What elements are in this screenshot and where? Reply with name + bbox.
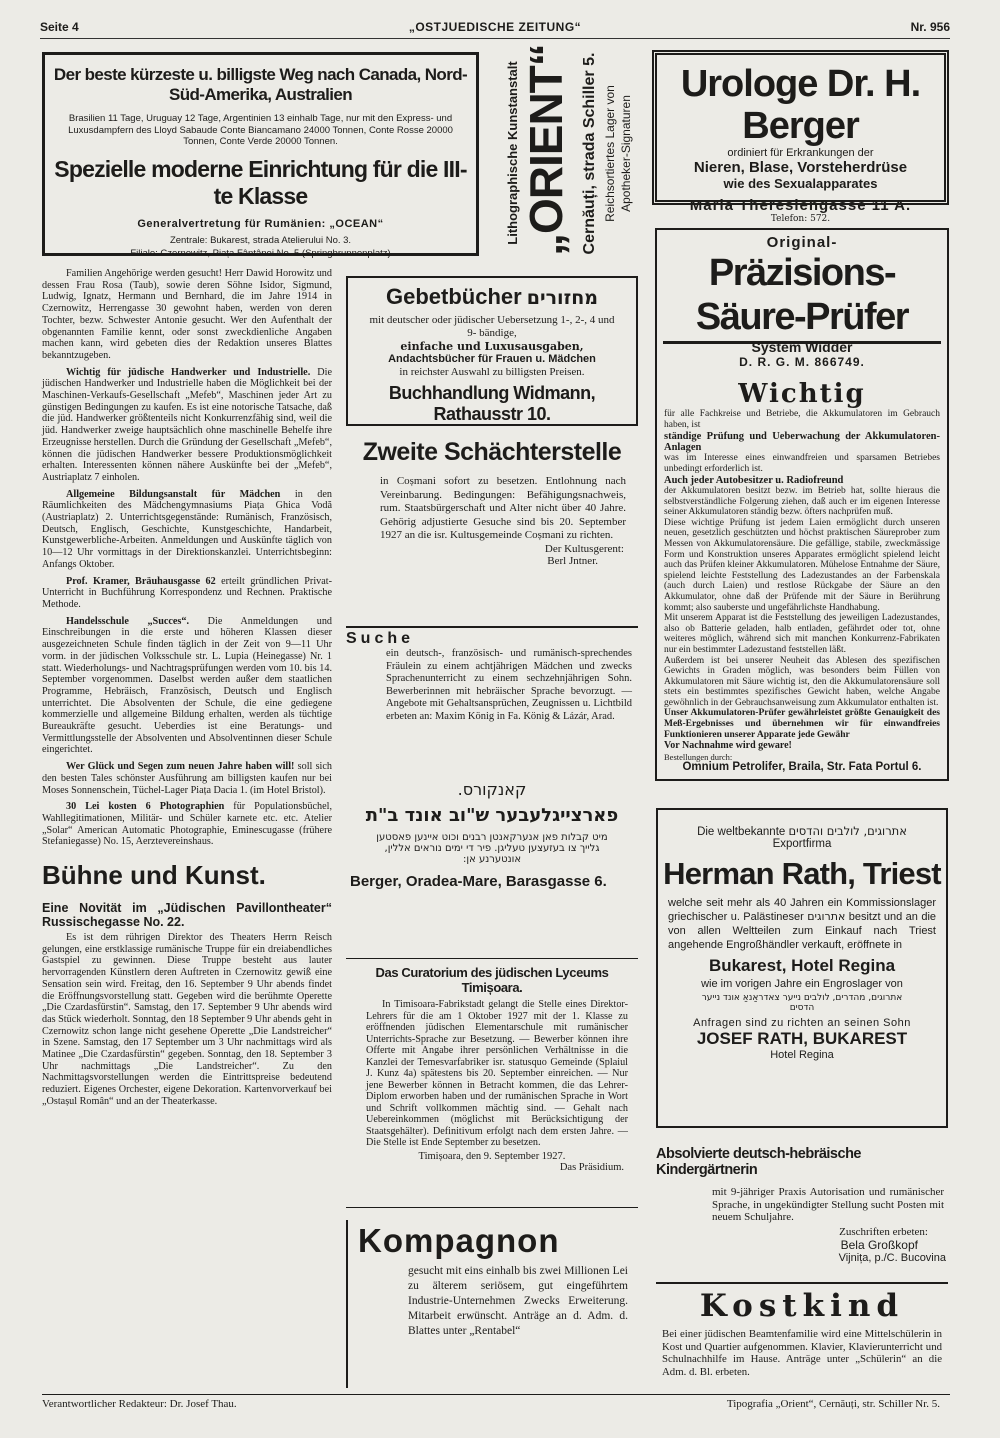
suche-body: ein deutsch-, französisch- und rumänisch-sprechendes Fräulein zu einem achtjährigen Mädchen und zwecks Sprachenunterricht zu einem sechzehnjährigen Sohn. Bewerberinnen mit hebräischer Sprache bevorzugt. — Angebote mit Gehaltsansprüchen, Zeugnissen u. Lichtbild erbeten an: Maxim König in Fa. König & Lázár, Arad. — [386, 648, 632, 722]
ad-ocean-shipping — [42, 52, 479, 259]
notice-photo: für Populationsbüchel, Wahllegitimationen, Militär- und Schüler karnete etc. etc. Atelier „Solar“ American Automatic Photographie, Eminescugasse (frühere Stefaniegasse) No. 15, Aerztevereinshaus. — [42, 801, 332, 848]
ad-gebetbuecher — [346, 276, 638, 426]
lyceum-place: Timișoara, den 9. September 1927. — [418, 1150, 566, 1162]
notice-kramer-head: Prof. Kramer, Bräuhausgasse 62 — [66, 575, 216, 587]
orient-line5: Apotheker-Signaturen — [619, 95, 633, 212]
notice-succes: Die Anmeldungen und Einschreibungen in die erste und höheren Klassen dieser ausgezeichneten Schule finden täglich in der Zeit von 9—11 Uhr vorm. in der jüdischen Volksschule str. L. Lupia (Heinegasse) Nr. 1 statt. Wiederholungs- und Nachtragsprüfungen werden vom 10. bis 14. September vorgenommen. Daselbst werden außer dem staatlichen Programme, Hebräisch, Französisch, Deutsch und Englisch unterrichtet. Die Absolventen der Schule, die eine gediegene kommerzielle und allgemeine Bildung erhalten, werden als tüchtige Bureaukräfte gesucht. Ueberdies ist eine Beratungs- und Vermittlungsstelle der Absolventen und Absolventinnen dieser Schule eingerichtet. — [42, 615, 333, 756]
berger-title: Urologe Dr. H. Berger — [680, 63, 921, 147]
kostkind-body: Bei einer jüdischen Beamtenfamilie wird eine Mittelschülerin in Kost und Quartier aufgenommen. Klavier, Klavierunterricht und Schulnachhilfe im Hause. Anträge unter „Schülerin“ an die Adm. d. Bl. erbeten. — [662, 1328, 942, 1378]
issue-number: Nr. 956 — [910, 20, 950, 34]
ocean-central: Zentrale: Bukarest, strada Atelierului No. 3. — [169, 234, 352, 246]
berger-l1: ordiniert für Erkrankungen der — [727, 147, 874, 159]
gebet-body1: mit deutscher oder jüdischer Uebersetzung 1-, 2-, 4 und 9- bändige, — [369, 314, 615, 339]
rath-heb3: הדסים — [789, 1003, 815, 1013]
saeure-bold2: Auch jeder Autobesitzer u. Radiofreund — [664, 475, 844, 486]
notice-familien: Familien Angehörige werden gesucht! Herr Dawid Horowitz und dessen Frau Rosa (Taub), sowie deren Söhne Isidor, Sigmund, Ludwig, Ignatz, Hermann und Bernhard, die im Jahre 1914 in Czernowitz, Herrengasse 30 gewohnt haben, werden von deren Tochter, bezw. Schwester Antonie gesucht. Wer den Aufenthalt der obgenannten Familie kennt, oder sonst zweckdienliche Angaben machen kann, wird gebeten dies der Redaktion unseres Blattes bekanntzugeben. — [42, 268, 332, 361]
ocean-branch: Filiale: Czernowitz, Piața Fântânei No. 5 (Springbrunnenplatz) — [130, 247, 391, 259]
ad-lyceum-timisoara — [346, 958, 638, 1208]
notice-handwerker-head: Wichtig für jüdische Handwerker und Industrielle. — [66, 366, 311, 378]
ocean-headline: Der beste kürzeste u. billigste Weg nach Canada, Nord-Süd-Amerika, Australien — [53, 65, 468, 104]
saeure-p2: der Akkumulatoren besitzt bezw. im Betrieb hat, sollte hieraus die selbstverständliche Folgerung ziehen, daß auch er im eigenen Interesse seiner Akkumulatoren ständig bezw. öfters nachprüfen muß. — [664, 486, 940, 518]
gebet-body4: in reichster Auswahl zu billigsten Preisen. — [399, 366, 585, 378]
schaechter-sig1: Der Kultusgerent: — [544, 542, 624, 555]
saeure-order: Bestellungen durch: — [664, 752, 733, 763]
ad-kindergaertnerin — [656, 1146, 948, 1276]
notice-glueck-head: Wer Glück und Segen zum neuen Jahre haben will! — [66, 761, 295, 773]
ocean-subhead: Spezielle moderne Einrichtung für die III-te Klasse — [54, 155, 467, 209]
gebet-body3: Andachtsbücher für Frauen u. Mädchen — [388, 353, 596, 365]
saeure-intro: für alle Fachkreise und Betriebe, die Akkumulatoren im Gebrauch haben, ist — [664, 409, 940, 430]
saeure-p5: Außerdem ist bei unserer Neuheit das Ablesen des spezifischen Gewichts in Graden möglich, was besonders beim Füllen von Akkumulatoren mit Säure wichtig ist, den die Akkumulatorensäure soll stets ein bestimmtes spezifisches Gewicht haben, welche Angabe gewöhnlich in der Gebrauchsanweisung zum Akkumulator enthalten ist. — [664, 655, 940, 708]
kinder-sig2: Bela Großkopf — [840, 1237, 918, 1252]
gebet-body2: einfache und Luxusausgaben, — [400, 340, 584, 353]
rath-body3: wie im vorigen Jahre ein Engroslager von — [701, 978, 903, 990]
left-column — [42, 268, 332, 1328]
oradea-heb2: פארצייגלעבער ש"וב אונד ב"ת — [365, 805, 619, 826]
notice-bildung-head: Allgemeine Bildungsanstalt für Mädchen — [66, 488, 281, 500]
ad-schaechterstelle — [346, 438, 638, 622]
saeure-system: System Widder — [751, 339, 853, 355]
berger-l2: Nieren, Blase, Vorsteherdrüse — [693, 159, 908, 176]
section-buehne: Bühne und Kunst. — [42, 860, 266, 891]
rath-city: Bukarest, Hotel Regina — [708, 956, 896, 975]
gebet-title: Gebetbücher — [386, 284, 522, 309]
berger-l5: Telefon: 572. — [770, 214, 831, 224]
ocean-agency: Generalvertretung für Rumänien: „OCEAN“ — [137, 217, 384, 230]
rath-req: Anfragen sind zu richten an seinen Sohn — [693, 1017, 911, 1029]
schaechter-title: Zweite Schächterstelle — [362, 438, 622, 466]
orient-line4: Reichsortiertes Lager von — [603, 85, 617, 222]
rath-l1-heb: אתרוגים, לולבים והדסים — [788, 824, 907, 838]
kostkind-title: Kostkind — [699, 1288, 905, 1324]
ad-kostkind — [656, 1282, 948, 1394]
schaechter-sig2: Berl Jntner. — [547, 554, 598, 567]
rath-body1-heb: אתרוגים — [807, 910, 846, 923]
oradea-name: Berger, Oradea-Mare, Barasgasse 6. — [350, 873, 607, 890]
notice-photo-head: 30 Lei kosten 6 Photographien — [66, 801, 225, 813]
footer-editor: Verantwortlicher Redakteur: Dr. Josef Thau. — [42, 1398, 237, 1410]
ocean-body: Brasilien 11 Tage, Uruguay 12 Tage, Argentinien 13 einhalb Tage, nur mit den Express- und Luxusdampfern des Lloyd Sabaude Conte Biancamano 24000 Tonnen, Conte Rosse 20000 Tonnen, Conte Verde 20000 Tonnen. — [68, 113, 453, 147]
notice-kramer: erteilt gründlichen Privat-Unterricht in Buchführung Korrespondenz und Rechnen. Praktische Methode. — [42, 575, 332, 610]
berger-l3: wie des Sexualapparates — [723, 176, 878, 191]
oradea-heb3: מיט קבלות פאן אנערקאנטן רבנים וכוט איינען פאסטען — [376, 832, 608, 843]
ad-kompagnon — [346, 1220, 638, 1388]
oradea-heb1: קאנקורס. — [457, 780, 527, 799]
ad-saeure-pruefer — [655, 228, 949, 781]
kompagnon-title: Kompagnon — [358, 1222, 560, 1259]
rath-body2: besitzt und an die von allen Weltteilen zum Einkauf nach Triest angehende Engroßhändler verkauft, eröffnete in — [668, 911, 936, 951]
lyceum-title: Das Curatorium des jüdischen Lyceums Timișoara. — [375, 965, 609, 995]
rath-body1: welche seit mehr als 40 Jahren ein Kommissionslager griechischer u. Palästineser — [668, 897, 936, 923]
kinder-sig3: Vijnița, p./C. Bucovina — [838, 1251, 946, 1264]
notice-succes-head: Handelsschule „Succes“. — [66, 615, 190, 627]
rath-l2: Exportfirma — [772, 838, 832, 850]
ad-herman-rath — [656, 808, 948, 1128]
oradea-heb4: גלייך צו בעזעצען טעליגן. פיר די ימים נוראים אללין, — [384, 843, 600, 854]
saeure-p7: Vor Nachnahme wird geware! — [664, 740, 792, 752]
saeure-p1: was im Interesse eines einwandfreien und sparsamen Betriebes unbedingt erforderlich ist. — [664, 453, 940, 474]
newspaper-title: „OSTJUEDISCHE ZEITUNG“ — [408, 20, 582, 34]
lyceum-sig: Das Präsidium. — [559, 1161, 624, 1173]
suche-title: Suche — [346, 630, 415, 647]
gebet-shop: Buchhandlung Widmann, Rathausstr 10. — [388, 383, 596, 424]
saeure-p6: Unser Akkumulatoren-Prüfer gewährleistet größte Genauigkeit des Meß-Ergebnisses und übernehmen wir für einwandfreies Funktionieren unserer Apparate jede Gewähr — [664, 708, 940, 740]
lyceum-body: In Timisoara-Fabrikstadt gelangt die Stelle eines Direktor-Lehrers für die am 1 Oktober 1927 mit der 1. Klasse zu eröffnenden jüdischen Elementarschule mit rumänischer Unterrichts-Sprache zur Besetzung. — Bewerber können ihre Offerte mit Angabe ihrer persönlichen Verhältnisse in die Kanzlei der Temesvarfabriker isr. statusquo Gemeinde (Splaiul J. Kunz 4a) spätestens bis 20. September einreichen. — Nur jene Bewerber können in Betracht kommen, die das Lehrer-Diplom erworben haben und der rumänischen Sprache in Wort und Schrift vollkommen mächtig sind. — Gehalt nach Uebereinkommen (möglichst mit Berücksichtigung der Staatsgehälter). Definitivum erfolgt nach dem ersten Jahre. — Die Stelle ist Ende September zu besetzen. — [366, 999, 628, 1148]
saeure-title: Präzisions-Säure-Prüfer — [695, 252, 909, 338]
page-number: Seite 4 — [40, 20, 79, 34]
ad-berger-oradea — [346, 780, 638, 930]
kinder-body: mit 9-jähriger Praxis Autorisation und rumänischer Sprache, in ungekündigter Stellung sucht Posten mit neuem Schuljahre. — [712, 1186, 944, 1223]
rath-heb2: אתרוגים, מהדרים, לולבים נייער צאדראַנאַ אונד נייער — [701, 993, 903, 1003]
notice-glueck: soll sich den besten Tales schönster Ausführung am billigsten kaufen nur bei Moses Sonnenschein, Tüchel-Lager Piața Dacia 1. (im Hotel Bristol). — [42, 761, 332, 796]
ad-urologe-berger — [652, 50, 949, 224]
orient-address: Cernăuți, strada Schiller 5. — [581, 52, 598, 255]
gebet-heb: מחזורים — [526, 287, 598, 309]
rath-hotel: Hotel Regina — [770, 1049, 834, 1061]
saeure-bold1: ständige Prüfung und Ueberwachung der Akkumulatoren-Anlagen — [664, 431, 940, 453]
saeure-p4: Mit unserem Apparat ist die Feststellung des jeweiligen Ladezustandes, also ob Batterie geladen, halb entladen, gefährdet oder tot, ohne weiteres möglich, während sich mit manchen Konkurrenz-Fabrikaten nur ein bestimmter Ladezustand feststellen läßt. — [664, 613, 940, 655]
oradea-heb5: אונטערנע אן: — [462, 854, 522, 865]
rath-l1: Die weltbekannte — [697, 826, 786, 838]
saeure-footer: Omnium Petrolifer, Braila, Str. Fata Portul 6. — [682, 761, 922, 773]
kinder-sig1: Zuschriften erbeten: — [839, 1225, 928, 1238]
kinder-title: Absolvierte deutsch-hebräische Kindergärtnerin — [656, 1146, 861, 1178]
notice-bildung: in den Räumlichkeiten des Mädchengymnasiums Piața Ghica Vodă (Austriaplatz) 2. Unterrichtsgegenstände: Rumänisch, Französisch, Deutsch, Englisch, Geschichte, Kunstgeschichte, Handarbeit, Kunstgewerbliche-Arbeiten. Anmeldungen und Auskünfte täglich von 10—12 Uhr vormittags in der Direktionskanzlei. Unterrichtsbeginn: Anfangs Oktober. — [42, 488, 333, 570]
schaechter-body: in Coșmani sofort zu besetzen. Entlohnung nach Vereinbarung. Bedingungen: Befähigungsnachweis, rum. Staatsbürgerschaft und Alter nicht über 40 Jahre. Gehörig adjustierte Gesuche sind bis 20. September 1927 an die isr. Kultusgemeinde Coșmani zu richten. — [380, 475, 626, 541]
ad-orient-lithography — [495, 44, 643, 258]
orient-line1: Lithographische Kunstanstalt — [505, 61, 520, 245]
rath-son: JOSEF RATH, BUKAREST — [696, 1029, 908, 1048]
saeure-wichtig: Wichtig — [738, 379, 866, 409]
ad-suche — [346, 626, 638, 760]
footer-printer: Tipografia „Orient“, Cernăuți, str. Schiller Nr. 5. — [726, 1398, 940, 1410]
article-novitaet-head: Eine Novität im „Jüdischen Pavillontheater“ Russischegasse No. 22. — [42, 901, 332, 930]
article-novitaet: Es ist dem rührigen Direktor des Theaters Herrn Reisch gelungen, eine erstklassige rumänische Truppe für ein dreiabendliches Gastspiel zu gewinnen. Diese Truppe besteht aus lauter hervorragenden Künstlern deren Auftreten in Czernowitz gewiß eine Sensation sein wird. Freitag, den 16. September 9 Uhr abends findet die Eröffnungsvorstellung statt. Gegeben wird die berühmte Operette „Die Czardasfürstin“. Samstag, den 17. September 9 Uhr abends wird das Stück wiederholt. Sonntag, den 18 September 9 Uhr abends geht in Czernowitz schon lange nicht gesehene Operette „Die Landstreicher“ in Szene. Samstag, den 17 September um 3 Uhr nachmittags wird als Matinee „Die Czardasfürstin“ gegeben. Sonntag, den 18. September 3 Uhr nachmittags „Die Landstreicher“. Zu den Nachmittagsvorstellungen werden die Eintrittspreise bedeutend reduziert. Eigenes Orchester, eigene Dekoration. Kartenvorverkauf bei „Ostașul Român“ und an der Theaterkasse. — [42, 932, 333, 1107]
orient-name: „ORIENT“ — [520, 44, 572, 256]
kompagnon-body: gesucht mit eins einhalb bis zwei Millionen Lei zu älterem seriösem, gut eingeführtem Industrie-Unternehmen Zwecks Erweiterung. Mitarbeit erwünscht. Anträge an d. Adm. d. Blattes unter „Rentabel“ — [408, 1265, 628, 1337]
page-header — [40, 18, 950, 39]
saeure-patent: D. R. G. M. 866749. — [739, 355, 865, 369]
rath-name: Herman Rath, Triest — [663, 856, 941, 891]
saeure-top: Original- — [766, 234, 838, 251]
notice-handwerker: Die jüdischen Handwerker und Industrielle haben die Möglichkeit bei der Maschinen-Verkaufs-Gesellschaft „Mefeb“, Maschinen jeder Art zu günstigen Bedingungen zu kaufen. Es ist eine notorische Tatsache, daß die jüd. Handwerker größtenteils nicht Konkurrenzfähig sind, weil die jüd. Handwerker zweige hauptsächlich ohne maschinelle Behelfe ihre Erzeugnisse herstellen. Durch die Gründung der Gesellschaft „Mefeb“, können die jüdischen Handwerker bessere Produktionsmöglichkeit erhalten. Interessenten können nähere Auskünfte bei der „Mefeb“, Austriaplatz 7 einholen. — [42, 366, 332, 483]
saeure-p3: Diese wichtige Prüfung ist jedem Laien ermöglicht durch unseren neuen, gesetzlich geschützten und höchst praktischen Säureprober zum Messen von Akkumulatorensäure. Die gefällige, stabile, zweckmässige Form und Konstruktion unseres Apparates ermöglicht spielend leicht auch das Prüfen kleiner Akkumulatoren. Mühelose Entnahme der Säure, spielend leichte Feststellung des Ladezustandes an der Farbenskala (auch durch Laien) und restlose Rückgabe der Säure an den Akkumulator, ohne daß der Prüfende mit der Säure in Berührung kommt; also sauberste und ungefährlichste Handhabung. — [664, 517, 940, 613]
berger-l4: Maria Theresiengasse 11 A. — [689, 197, 912, 214]
